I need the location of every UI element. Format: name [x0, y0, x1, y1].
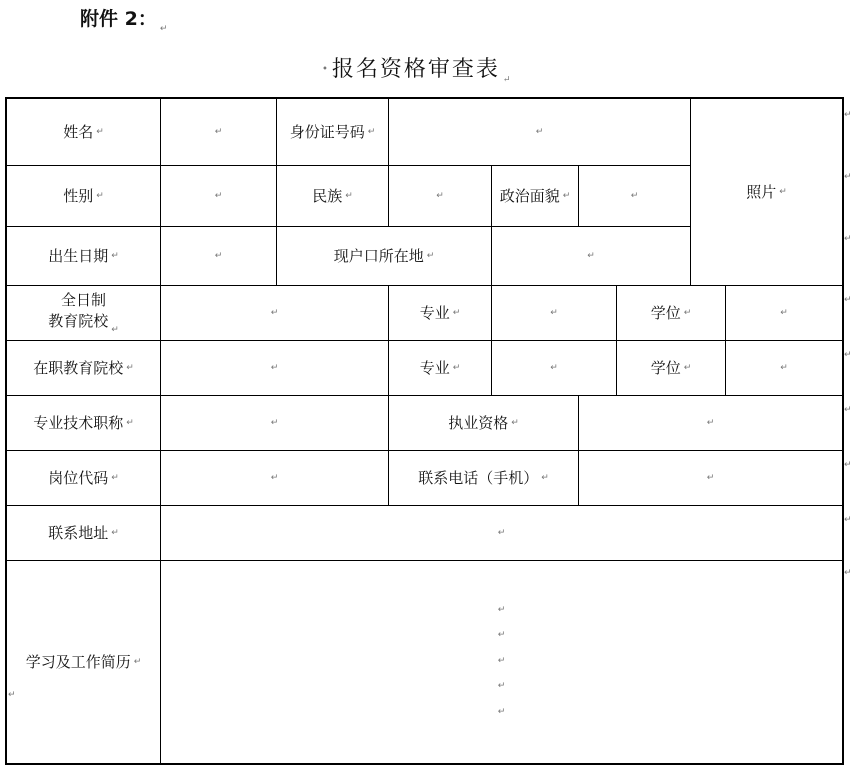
label-fulltime-major: 专业 ↵: [388, 285, 492, 341]
label-inservice-school: 在职教育院校 ↵: [6, 340, 161, 396]
input-hukou-location[interactable]: ↵: [491, 226, 691, 286]
input-fulltime-major[interactable]: ↵: [491, 285, 617, 341]
paragraph-mark-icon: ↵: [159, 24, 168, 34]
label-contact-phone: 联系电话（手机） ↵: [388, 450, 579, 506]
label-fulltime-degree: 学位 ↵: [616, 285, 726, 341]
label-position-code: 岗位代码 ↵: [6, 450, 161, 506]
label-inservice-major: 专业 ↵: [388, 340, 492, 396]
label-practice-qualification: 执业资格 ↵: [388, 395, 579, 451]
input-gender[interactable]: ↵: [160, 165, 277, 227]
input-id-number[interactable]: ↵: [388, 98, 691, 166]
label-name: 姓名 ↵: [6, 98, 161, 166]
resume-lines: ↵ ↵ ↵ ↵ ↵: [497, 604, 506, 717]
label-hukou-location: 现户口所在地 ↵: [276, 226, 492, 286]
input-position-code[interactable]: ↵: [160, 450, 389, 506]
label-id-number: 身份证号码 ↵: [276, 98, 389, 166]
input-fulltime-school[interactable]: ↵: [160, 285, 389, 341]
input-political-status[interactable]: ↵: [578, 165, 691, 227]
label-ethnicity: 民族 ↵: [276, 165, 389, 227]
input-resume[interactable]: [160, 560, 843, 764]
input-inservice-school[interactable]: ↵: [160, 340, 389, 396]
input-birth-date[interactable]: ↵: [160, 226, 277, 286]
input-inservice-degree[interactable]: ↵: [725, 340, 843, 396]
label-contact-address: 联系地址 ↵: [6, 505, 161, 561]
input-practice-qualification[interactable]: ↵: [578, 395, 843, 451]
label-birth-date: 出生日期 ↵: [6, 226, 161, 286]
photo-cell[interactable]: 照片 ↵: [690, 98, 843, 286]
attachment-label: 附件 2： $_↵$: [80, 8, 168, 34]
label-technical-title: 专业技术职称 ↵: [6, 395, 161, 451]
paragraph-dot-icon: •: [322, 64, 330, 75]
input-ethnicity[interactable]: ↵: [388, 165, 492, 227]
input-contact-phone[interactable]: ↵: [578, 450, 843, 506]
paragraph-mark-icon: ↵: [8, 690, 16, 700]
paragraph-mark-icon: ↵: [502, 75, 513, 85]
form-title: •报名资格审查表 $_↵$: [322, 57, 513, 85]
label-gender: 性别 ↵: [6, 165, 161, 227]
input-fulltime-degree[interactable]: ↵: [725, 285, 843, 341]
label-inservice-degree: 学位 ↵: [616, 340, 726, 396]
input-contact-address[interactable]: ↵: [160, 505, 843, 561]
label-fulltime-school: 全日制 教育院校 $_↵$: [6, 285, 161, 341]
label-political-status: 政治面貌 ↵: [491, 165, 579, 227]
input-technical-title[interactable]: ↵: [160, 395, 389, 451]
input-inservice-major[interactable]: ↵: [491, 340, 617, 396]
input-name[interactable]: ↵: [160, 98, 277, 166]
label-resume: 学习及工作简历 ↵: [6, 560, 161, 764]
